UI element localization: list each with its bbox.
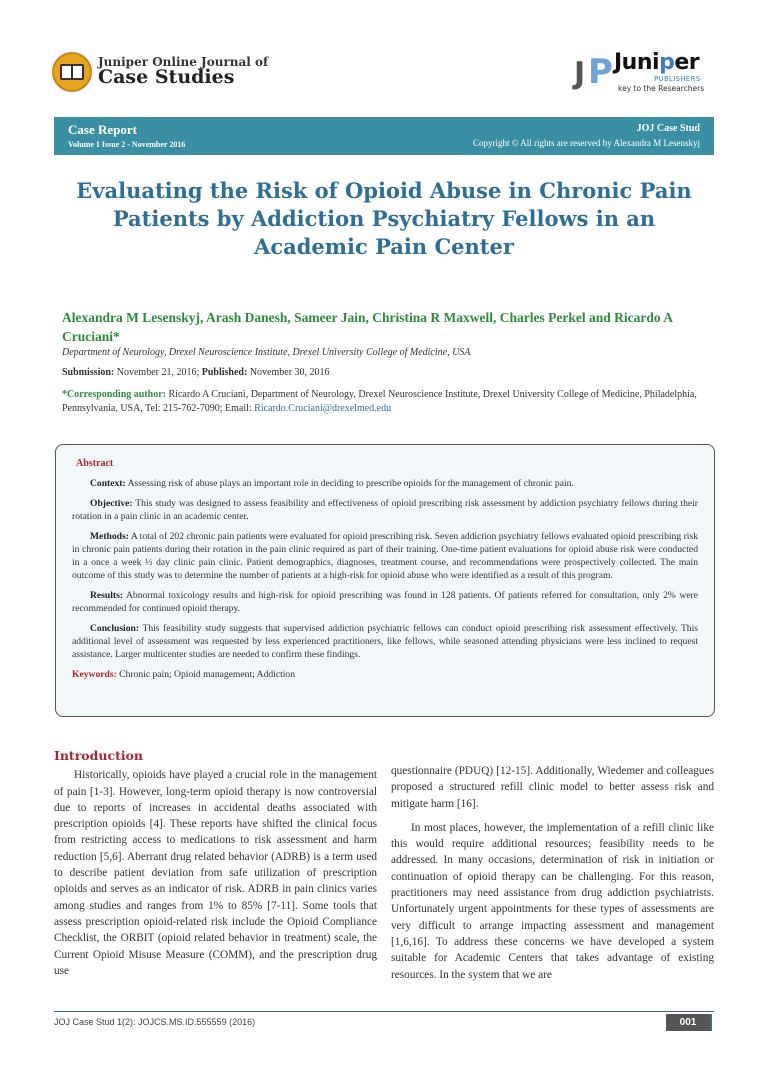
volume-issue: Volume 1 Issue 2 - November 2016 xyxy=(68,140,186,149)
submission-date: November 21, 2016; xyxy=(114,367,202,378)
publisher-sub: PUBLISHERS xyxy=(654,75,701,83)
body-column-left xyxy=(54,748,377,987)
author-list: Alexandra M Lesenskyj, Arash Danesh, Sameer Jain, Christina R Maxwell, Charles Perkel and Ricardo A Cruciani* xyxy=(62,310,673,344)
affiliation: Department of Neurology, Drexel Neuroscience Institute, Drexel University College of Medicine, USA xyxy=(62,347,471,358)
corresponding-text: Ricardo A Cruciani, Department of Neurology, Drexel Neuroscience Institute, Drexel University College of Medicine, Philadelphia, Pennsylvania, USA, Tel: 215-762-7090; Email: xyxy=(62,389,697,414)
article-title: Evaluating the Risk of Opioid Abuse in Chronic Pain Patients by Addiction Psychiatry Fellows in an Academic Pain Center xyxy=(76,178,692,259)
page-number: 001 xyxy=(666,1014,712,1031)
published-label: Published: xyxy=(201,367,248,378)
article-dates xyxy=(62,367,712,378)
section-heading-introduction: Introduction xyxy=(54,748,144,763)
footer-divider xyxy=(54,1011,714,1012)
abstract-objective: Objective: This study was designed to assess feasibility and effectiveness of opioid prescribing risk assessment by addiction psychiatry fellows during their rotation in a pain clinic in an academic center. xyxy=(72,498,698,522)
publisher-name: Juniper xyxy=(614,50,700,75)
article-type: Case Report xyxy=(68,122,137,137)
journal-abbrev: JOJ Case Stud xyxy=(636,123,700,134)
journal-logo-line1: Juniper Online Journal of xyxy=(98,54,269,69)
article-banner xyxy=(54,117,714,155)
copyright-notice: Copyright © All rights are reserved by Alexandra M Lesenskyj xyxy=(472,138,700,148)
abstract-context: Context: Assessing risk of abuse plays an important role in deciding to prescribe opioids for the management of chronic pain. xyxy=(90,478,574,489)
submission-label: Submission: xyxy=(62,367,115,378)
publisher-tagline: key to the Researchers xyxy=(618,84,705,93)
abstract-conclusion: Conclusion: This feasibility study suggests that supervised addiction psychiatric fellows can conduct opioid prescribing risk assessment effectively. This additional level of assessment was requested by less experienced practitioners, like fellows, while seasoned attending physicians were less inclined to request assistance. Larger multicenter studies are needed to confirm these findings. xyxy=(72,623,698,660)
published-date: November 30, 2016 xyxy=(247,367,330,378)
abstract-box xyxy=(55,444,715,717)
body-paragraph: In most places, however, the implementation of a refill clinic like this would require additional resources; feasibility needs to be addressed. In many occasions, determination of risk in initiation or continuation of opioid therapy can be challenging. For this reason, practitioners may need assistance from drug addiction psychiatrists. Unfortunately urgent appointments for these types of assessments are very difficult to arrange impacting assessment and management [1,6,16]. To address these concerns we have developed a system suitable for Academic Centers that takes advantage of existing resources. In the system that we are xyxy=(391,821,714,981)
journal-logo xyxy=(52,52,268,92)
footer-citation: JOJ Case Stud 1(2): JOJCS.MS.ID.555559 (2016) xyxy=(54,1017,256,1027)
jp-monogram-icon: J P xyxy=(574,52,613,92)
publisher-logo xyxy=(570,50,720,96)
body-paragraph: Historically, opioids have played a crucial role in the management of pain [1-3]. However, long-term opioid therapy is now controversial due to reports of increases in accidental deaths associated with prescription opioids [4]. These reports have shifted the clinical focus from restricting access to medications to risk assessment and harm reduction [5,6]. Aberrant drug related behavior (ADRB) is a term used to describe patient deviation from safe utilization of prescription opioids and serves as an indicator of risk. ADRB in pain clinics varies among studies and ranges from 1% to 85% [7-11]. Some tools that assess prescription opioid-related risk include the Opioid Compliance Checklist, the ORBIT (opioid related behavior in treatment) scale, the Current Opioid Misuse Measure (COMM), and the prescription drug use xyxy=(54,769,377,977)
corresponding-author xyxy=(62,388,712,416)
abstract-results: Results: Abnormal toxicology results and high-risk for opioid prescribing was found in 128 patients. Of patients referred for consultation, only 2% were recommended for continued opioid therapy. xyxy=(72,590,698,614)
journal-logo-line2: Case Studies xyxy=(98,66,235,89)
abstract-heading: Abstract xyxy=(76,458,114,469)
open-book-icon xyxy=(52,52,92,92)
abstract-methods: Methods: A total of 202 chronic pain patients were evaluated for opioid prescribing risk. Seven addiction psychiatry fellows evaluated opioid prescribing risk in chronic pain patients during their rotation in the pain clinic required as part of their training. One-time patient evaluations for opioid abuse risk were conducted in a once a week ½ day clinic pain clinic. Patient demographics, diagnoses, treatment course, and recommendations were prospectively collected. The main outcome of this study was to determine the number of patients at a high-risk for opioid abuse who were identified as a result of this program. xyxy=(72,531,698,581)
email-link[interactable]: Ricardo.Cruciani@drexelmed.edu xyxy=(254,403,392,414)
body-paragraph: questionnaire (PDUQ) [12-15]. Additionally, Wiedemer and colleagues proposed a structured refill clinic model to better assess risk and mitigate harm [16]. xyxy=(391,765,714,810)
corresponding-label: *Corresponding author: xyxy=(62,389,166,400)
keywords: Keywords: Chronic pain; Opioid management; Addiction xyxy=(72,669,296,680)
body-column-right xyxy=(391,763,714,991)
